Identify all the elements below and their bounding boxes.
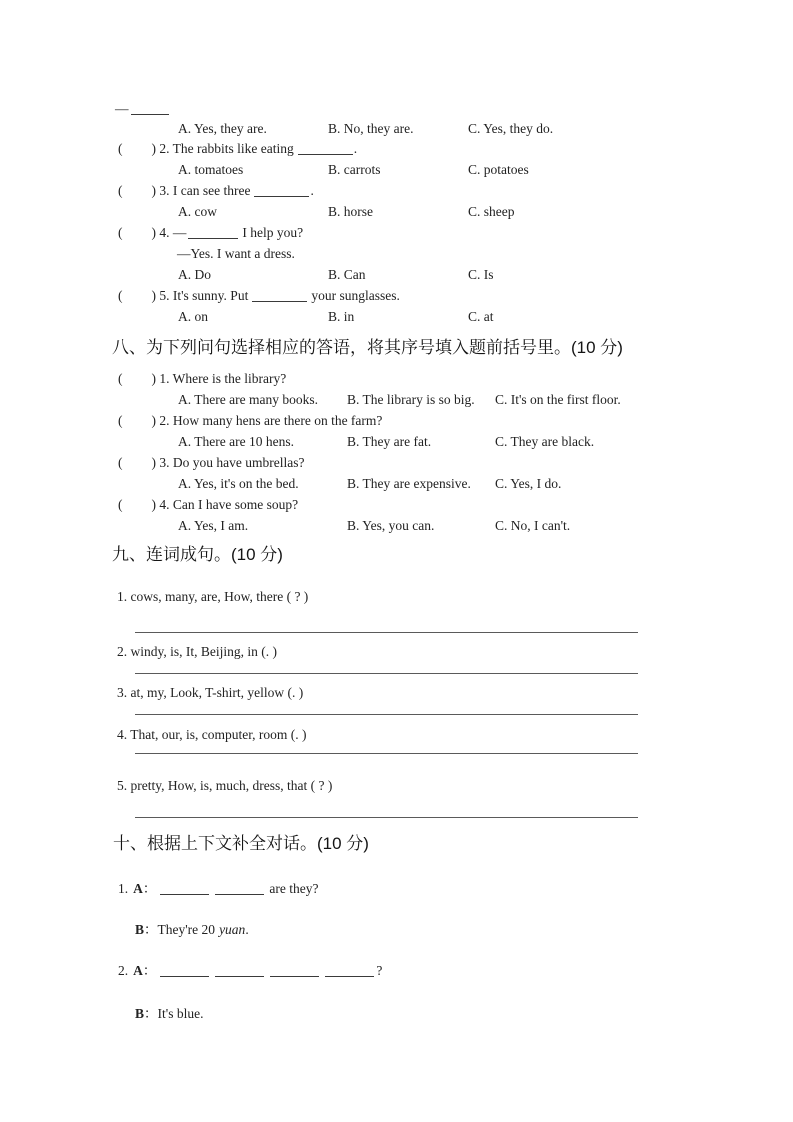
question-text: ) 4. Can I have some soup? xyxy=(151,497,299,512)
paren-open: ( xyxy=(118,371,123,386)
option-c: C. They are black. xyxy=(495,434,595,449)
answer-line xyxy=(135,714,638,715)
option-c: C. at xyxy=(468,309,494,324)
paren-open: ( xyxy=(118,288,123,303)
section-9-header: 九、连词成句。(10 分) xyxy=(112,545,283,564)
option-b: B. They are fat. xyxy=(347,434,432,449)
option-a: A. Yes, I am. xyxy=(178,518,249,533)
option-b: B. No, they are. xyxy=(328,121,414,136)
s8-question-4-options xyxy=(178,517,570,535)
paren-open: ( xyxy=(118,455,123,470)
answer-blank xyxy=(131,102,169,115)
answer-blank xyxy=(160,882,209,895)
answer-blank xyxy=(215,882,264,895)
answer-line xyxy=(135,817,638,818)
question-text: ) 5. It's sunny. Put xyxy=(151,288,249,303)
option-c: C. No, I can't. xyxy=(495,518,571,533)
dialog-period: . xyxy=(245,922,249,937)
s9-item-2: 2. windy, is, It, Beijing, in (. ) xyxy=(117,644,277,659)
option-b: B. in xyxy=(328,309,355,324)
item-number: 1. xyxy=(118,881,129,896)
answer-blank xyxy=(270,964,319,977)
answer-line xyxy=(135,753,638,754)
dialog-tail: ? xyxy=(376,963,383,978)
option-b: B. horse xyxy=(328,204,373,219)
question-text: ) 2. How many hens are there on the farm? xyxy=(151,413,383,428)
item-number: 2. xyxy=(118,963,129,978)
question-2-options xyxy=(178,161,529,179)
paren-open: ( xyxy=(118,141,123,156)
option-c: C. Is xyxy=(468,267,494,282)
option-a: A. cow xyxy=(178,204,217,219)
s9-item-5: 5. pretty, How, is, much, dress, that ( ? ) xyxy=(117,778,333,793)
s8-question-1 xyxy=(118,370,286,388)
answer-line xyxy=(135,673,638,674)
speaker-label: B xyxy=(135,1006,145,1021)
option-a: A. tomatoes xyxy=(178,162,244,177)
s10-dialog-2-a xyxy=(118,962,382,980)
option-b: B. The library is so big. xyxy=(347,392,475,407)
option-b: B. carrots xyxy=(328,162,381,177)
option-c: C. potatoes xyxy=(468,162,529,177)
question-text: ) 2. The rabbits like eating xyxy=(151,141,294,156)
option-b: B. Can xyxy=(328,267,366,282)
s10-dialog-1-a xyxy=(118,880,318,898)
paren-open: ( xyxy=(118,225,123,240)
option-c: C. Yes, they do. xyxy=(468,121,554,136)
s8-question-3 xyxy=(118,454,304,472)
question-tail: . xyxy=(310,183,314,198)
option-c: C. Yes, I do. xyxy=(495,476,562,491)
question-text: ) 4. — xyxy=(151,225,187,240)
option-b: B. They are expensive. xyxy=(347,476,471,491)
question-1-answer-lead xyxy=(115,100,169,118)
answer-line xyxy=(135,632,638,633)
option-a: A. Yes, they are. xyxy=(178,121,267,136)
s8-question-4 xyxy=(118,496,298,514)
question-text: ) 1. Where is the library? xyxy=(151,371,287,386)
dialog-text: It's blue. xyxy=(157,1006,204,1021)
speaker-label: B xyxy=(135,922,145,937)
dialog-text: They're 20 xyxy=(157,922,216,937)
answer-blank xyxy=(215,964,264,977)
paren-open: ( xyxy=(118,183,123,198)
s10-dialog-1-b xyxy=(135,921,249,939)
answer-blank xyxy=(160,964,209,977)
dash: — xyxy=(115,101,129,116)
question-4-options xyxy=(178,266,494,284)
question-tail: your sunglasses. xyxy=(311,288,400,303)
s9-item-1: 1. cows, many, are, How, there ( ? ) xyxy=(117,589,309,604)
option-c: C. It's on the first floor. xyxy=(495,392,621,407)
s8-question-2 xyxy=(118,412,382,430)
s9-item-3: 3. at, my, Look, T-shirt, yellow (. ) xyxy=(117,685,304,700)
question-3-options xyxy=(178,203,515,221)
question-4-response: —Yes. I want a dress. xyxy=(177,246,295,261)
colon: ： xyxy=(144,1006,158,1021)
question-5-options xyxy=(178,308,494,326)
answer-blank xyxy=(325,964,374,977)
option-a: A. Do xyxy=(178,267,211,282)
colon: ： xyxy=(144,922,158,937)
colon: ： xyxy=(142,881,157,896)
s8-question-2-options xyxy=(178,433,594,451)
paren-open: ( xyxy=(118,413,123,428)
section-8-header: 八、为下列问句选择相应的答语，将其序号填入题前括号里。(10 分) xyxy=(112,338,623,357)
question-text: ) 3. Do you have umbrellas? xyxy=(151,455,305,470)
question-1-options xyxy=(178,120,553,138)
answer-blank xyxy=(252,289,307,302)
question-2 xyxy=(118,140,357,158)
question-4 xyxy=(118,224,303,242)
section-10-header: 十、根据上下文补全对话。(10 分) xyxy=(113,834,369,853)
paren-open: ( xyxy=(118,497,123,512)
s8-question-1-options xyxy=(178,391,621,409)
option-a: A. There are 10 hens. xyxy=(178,434,294,449)
colon: ： xyxy=(142,963,157,978)
dialog-italic-word: yuan xyxy=(219,922,246,937)
question-tail: I help you? xyxy=(242,225,304,240)
question-tail: . xyxy=(353,141,358,156)
question-5 xyxy=(118,287,400,305)
s10-dialog-2-b xyxy=(135,1005,203,1023)
question-text: ) 3. I can see three xyxy=(151,183,251,198)
option-a: A. Yes, it's on the bed. xyxy=(178,476,299,491)
dialog-tail: are they? xyxy=(269,881,319,896)
answer-blank xyxy=(188,226,238,239)
s8-question-3-options xyxy=(178,475,561,493)
option-a: A. on xyxy=(178,309,208,324)
answer-blank xyxy=(298,142,353,155)
s9-item-4: 4. That, our, is, computer, room (. ) xyxy=(117,727,307,742)
answer-blank xyxy=(254,184,309,197)
option-a: A. There are many books. xyxy=(178,392,318,407)
speaker-label: A xyxy=(133,881,143,896)
option-c: C. sheep xyxy=(468,204,515,219)
option-b: B. Yes, you can. xyxy=(347,518,435,533)
speaker-label: A xyxy=(133,963,143,978)
question-3 xyxy=(118,182,314,200)
